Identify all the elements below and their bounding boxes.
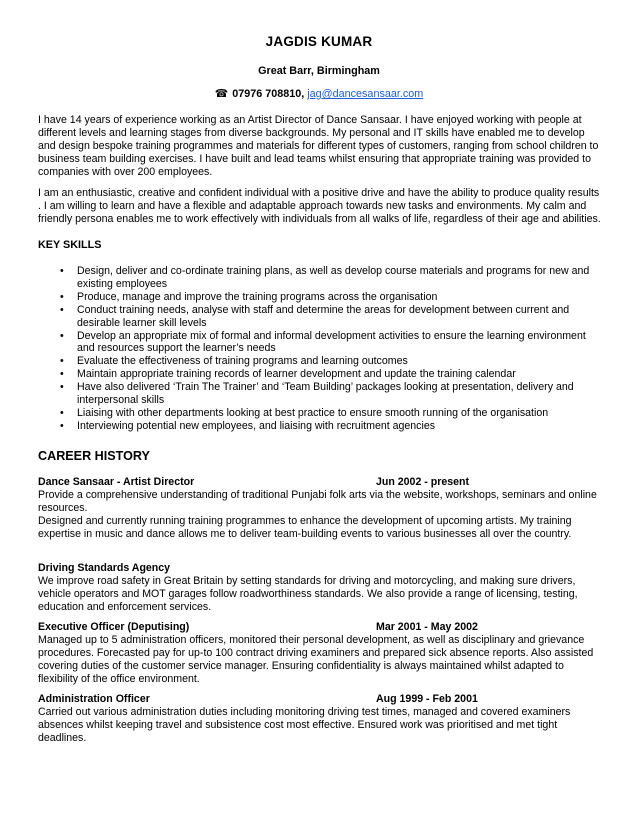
candidate-location: Great Barr, Birmingham (258, 65, 380, 77)
job-description: Carried out various administration duties including monitoring driving test times, managed and covered examiners absences whilst keeping travel and subsistence cost most effective. Ensured work was prioritised and met tight deadlines. (38, 706, 571, 744)
list-item: • Maintain appropriate training records of learner development and update the training calendar (60, 368, 516, 381)
job-heading (38, 693, 602, 706)
contact-line (0, 88, 638, 101)
intro-paragraph-2: I am an enthusiastic, creative and confident individual with a positive drive and have the ability to produce quality results . I am willing to learn and have a flexible and adaptable approach towards new tasks and environments. My calm and friendly persona enables me to work effectively with individuals from all walks of life, regardless of their age and abilities. (38, 187, 601, 225)
bullet-icon: • (60, 419, 64, 432)
list-item: • Liaising with other departments looking at best practice to ensure smooth running of the organisation (60, 406, 549, 419)
intro-paragraph-1: I have 14 years of experience working as an Artist Director of Dance Sansaar. I have enjoyed working with people at different levels and learning stages from diverse backgrounds. My personal and IT skills have enabled me to develop and design bespoke training programmes and materials for different types of customers, ranging from school children to business team building exercises. I have built and lead teams whilst ensuring that appropriate training was provided to companies with over 200 employees. (38, 114, 599, 178)
list-item: • Have also delivered ‘Train The Trainer’ and ‘Team Building’ packages looking at presentation, delivery and interpersonal skills (60, 381, 574, 407)
job-description: Designed and currently running training programmes to enhance the development of upcoming artists. My training expertise in music and dance allows me to deliver team-building events to various businesses all over the country. (38, 515, 572, 540)
job-description: Provide a comprehensive understanding of traditional Punjabi folk arts via the website, workshops, seminars and online resources. (38, 489, 597, 514)
bullet-icon: • (60, 290, 64, 303)
bullet-icon: • (60, 329, 64, 342)
key-skills-list (38, 265, 598, 433)
list-item: • Produce, manage and improve the training programs across the organisation (60, 290, 438, 303)
phone-icon: ☎ (214, 88, 229, 100)
bullet-icon: • (60, 265, 64, 277)
job-heading (38, 476, 602, 489)
bullet-icon: • (60, 368, 64, 381)
job-title: Executive Officer (Deputising) (38, 621, 190, 633)
list-item: • Interviewing potential new employees, and liaising with recruitment agencies (60, 419, 436, 432)
job-title: Administration Officer (38, 693, 150, 705)
list-item: • Evaluate the effectiveness of training programs and learning outcomes (60, 355, 408, 368)
key-skills-heading: KEY SKILLS (38, 239, 102, 251)
bullet-icon: • (60, 355, 64, 368)
bullet-icon: • (60, 303, 64, 316)
list-item: • Develop an appropriate mix of formal and informal development activities to ensure the learning environment and resources support the learner’s needs (60, 329, 586, 355)
phone-number: 07976 708810, (232, 88, 305, 100)
job-dates: Jun 2002 - present (376, 476, 470, 488)
job-description: We improve road safety in Great Britain by setting standards for driving and motorcycling, and making sure drivers, vehicle operators and MOT garages follow roadworthiness standards. We also provide a range of licensing, testing, education and enforcement services. (38, 575, 578, 613)
list-item: • Design, deliver and co-ordinate training plans, as well as develop course materials and programs for new and existing employees (60, 265, 590, 290)
job-dates: Mar 2001 - May 2002 (376, 621, 478, 633)
job-dates: Aug 1999 - Feb 2001 (376, 693, 478, 705)
bullet-icon: • (60, 406, 64, 419)
list-item: • Conduct training needs, analyse with staff and determine the areas for development between current and desirable learner skill levels (60, 303, 570, 329)
job-title: Dance Sansaar - Artist Director (38, 476, 195, 488)
bullet-icon: • (60, 381, 64, 394)
career-history-heading: CAREER HISTORY (38, 449, 150, 463)
job-title: Driving Standards Agency (38, 562, 171, 574)
candidate-name: JAGDIS KUMAR (265, 34, 373, 49)
email-link[interactable]: jag@dancesansaar.com (307, 88, 424, 100)
job-heading (38, 562, 602, 575)
job-description: Managed up to 5 administration officers, monitored their personal development, as well as disciplinary and grievance procedures. Forecasted pay for up-to 100 contract driving examiners and prepared sick absence reports. Also assisted covering duties of the customer service manager. Ensuring confidentiality is always maintained whilst adapted to flexibility of the office environment. (38, 634, 594, 685)
job-heading (38, 621, 602, 634)
